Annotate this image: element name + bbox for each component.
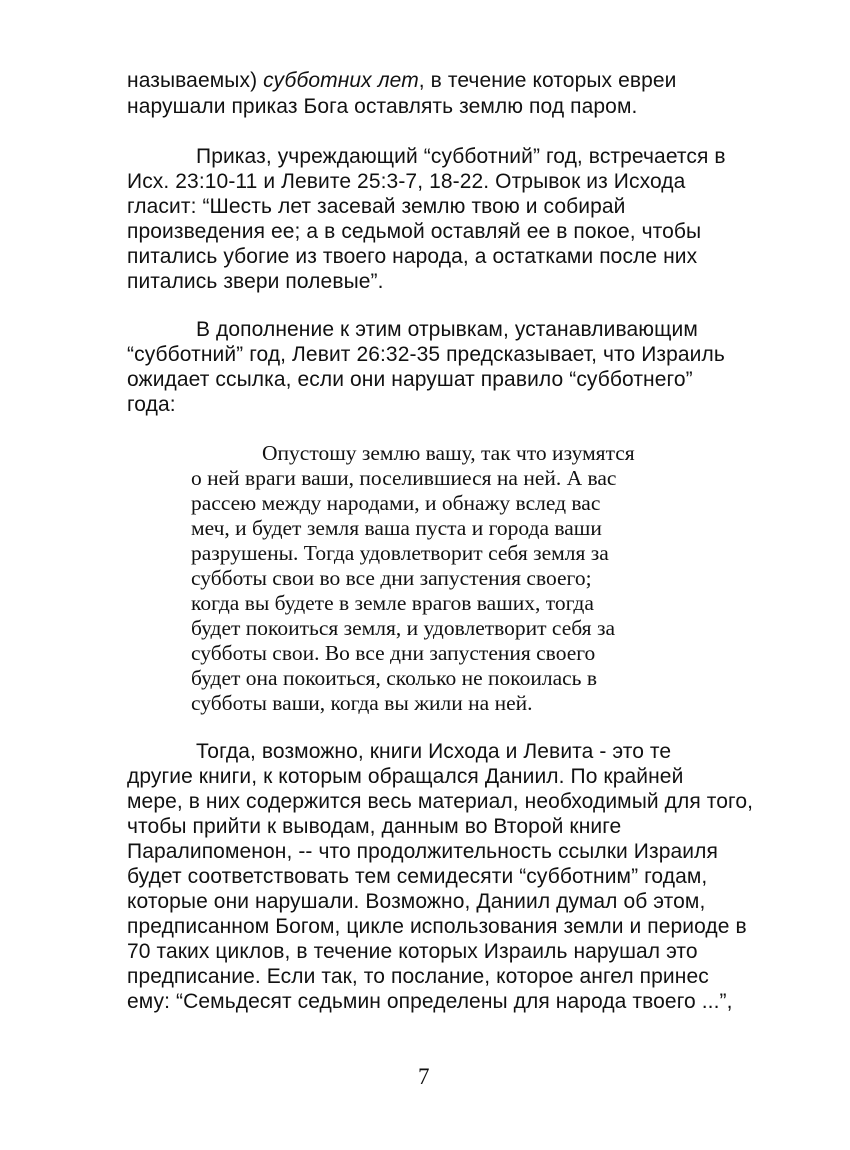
paragraph-4-line: Паралипоменон, -- что продолжительность ссылки Израиля bbox=[127, 840, 718, 863]
quote-line: разрушены. Тогда удовлетворит себя земля за bbox=[191, 541, 609, 565]
paragraph-4-line: которые они нарушали. Возможно, Даниил думал об этом, bbox=[127, 890, 706, 913]
quote-line: когда вы будете в земле врагов ваших, тогда bbox=[191, 591, 594, 615]
quote-line: меч, и будет земля ваша пуста и города ваши bbox=[191, 516, 602, 540]
quote-line: субботы свои во все дни запустения своего; bbox=[191, 566, 592, 590]
text-span: называемых) bbox=[127, 69, 264, 92]
paragraph-4-line: ему: “Семьдесят седьмин определены для народа твоего ...”, bbox=[127, 990, 733, 1013]
page-number: 7 bbox=[418, 1064, 430, 1089]
paragraph-3-line: ожидает ссылка, если они нарушат правило “субботнего” bbox=[127, 368, 693, 391]
paragraph-4-line: Тогда, возможно, книги Исхода и Левита - это те bbox=[196, 740, 672, 763]
italic-term: субботних лет bbox=[263, 69, 419, 92]
paragraph-4-line: 70 таких циклов, в течение которых Израиль нарушал это bbox=[127, 940, 698, 963]
paragraph-4-line: мере, в них содержится весь материал, необходимый для того, bbox=[127, 790, 754, 813]
paragraph-1-line-1 bbox=[127, 69, 677, 93]
paragraph-4-line: будет соответствовать тем семидесяти “субботним” годам, bbox=[127, 865, 708, 888]
quote-line: рассею между народами, и обнажу вслед вас bbox=[191, 491, 601, 515]
paragraph-2-line: питались убогие из твоего народа, а остатками после них bbox=[127, 245, 698, 268]
paragraph-2-line: Приказ, учреждающий “субботний” год, встречается в bbox=[196, 145, 726, 168]
paragraph-1-line-2: нарушали приказ Бога оставлять землю под паром. bbox=[127, 95, 638, 118]
paragraph-4-line: предписание. Если так, то послание, которое ангел принес bbox=[127, 965, 709, 988]
paragraph-2-line: питались звери полевые”. bbox=[127, 270, 384, 293]
quote-line: Опустошу землю вашу, так что изумятся bbox=[262, 441, 635, 465]
quote-line: субботы свои. Во все дни запустения своего bbox=[191, 641, 596, 665]
paragraph-3-line: В дополнение к этим отрывкам, устанавливающим bbox=[196, 318, 698, 341]
quote-line: о ней враги ваши, поселившиеся на ней. А вас bbox=[191, 466, 617, 490]
paragraph-3-line: года: bbox=[127, 393, 176, 416]
paragraph-2-line: Исх. 23:10-11 и Левите 25:3-7, 18-22. Отрывок из Исхода bbox=[127, 170, 686, 193]
paragraph-4-line: чтобы прийти к выводам, данным во Второй книге bbox=[127, 815, 622, 838]
quote-line: субботы ваши, когда вы жили на ней. bbox=[191, 691, 533, 715]
paragraph-2-line: гласит: “Шесть лет засевай землю твою и собирай bbox=[127, 195, 626, 218]
paragraph-2-line: произведения ее; а в седьмой оставляй ее в покое, чтобы bbox=[127, 220, 702, 243]
quote-line: будет она покоиться, сколько не покоилась в bbox=[191, 666, 598, 690]
paragraph-4-line: предписанном Богом, цикле использования земли и периоде в bbox=[127, 915, 747, 938]
quote-line: будет покоиться земля, и удовлетворит себя за bbox=[191, 616, 615, 640]
text-span: , в течение которых евреи bbox=[418, 69, 677, 92]
paragraph-4-line: другие книги, к которым обращался Даниил. По крайней bbox=[127, 765, 684, 788]
paragraph-3-line: “субботний” год, Левит 26:32-35 предсказывает, что Израиль bbox=[127, 343, 725, 366]
